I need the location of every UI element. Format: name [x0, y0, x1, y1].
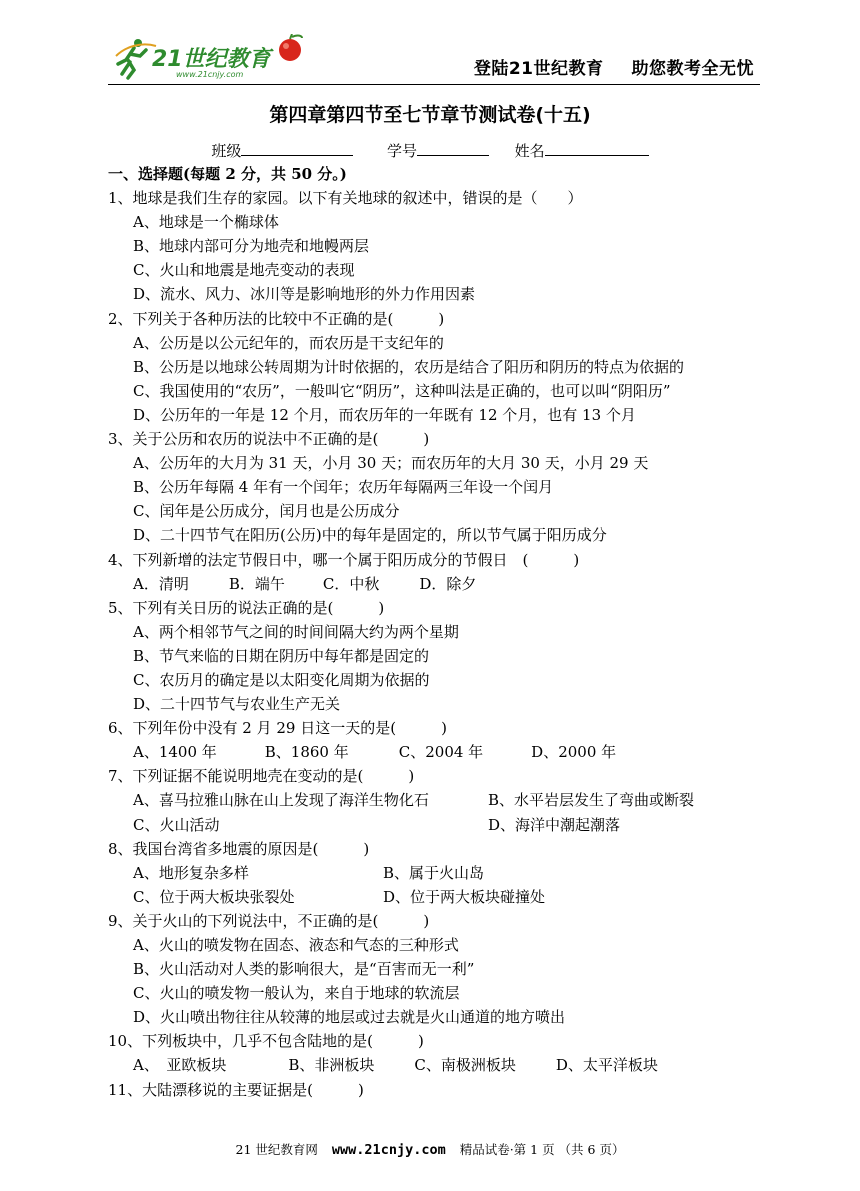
page-footer [0, 1140, 860, 1158]
option-row [108, 885, 768, 909]
option: C、火山活动 [133, 815, 220, 834]
option: D、位于两大板块碰撞处 [383, 887, 546, 906]
option: B、非洲板块 [288, 1056, 375, 1075]
option: A、1400 年 [133, 743, 217, 762]
option: D、海洋中潮起潮落 [488, 815, 621, 834]
option: C、2004 年 [398, 743, 484, 762]
slogan-left: 登陆21世纪教育 [473, 59, 604, 79]
option: B、水平岩层发生了弯曲或断裂 [488, 791, 695, 810]
header-slogan [474, 54, 754, 79]
option: C、农历月的确定是以太阳变化周期为依据的 [133, 670, 430, 689]
option-row [108, 813, 768, 837]
question-stem: 10、下列板块中，几乎不包含陆地的是( ) [108, 1032, 424, 1051]
option-row [108, 788, 768, 812]
number-label: 学号 [386, 142, 417, 160]
footer-left: 21 世纪教育网 [235, 1142, 318, 1157]
question-stem: 11、大陆漂移说的主要证据是( ) [108, 1080, 364, 1099]
option: A．清明 [133, 574, 189, 593]
logo-url: www.21cnjy.com [176, 70, 244, 79]
question-stem: 9、关于火山的下列说法中，不正确的是( ) [108, 911, 430, 930]
option: C、火山的喷发物一般认为，来自于地球的软流层 [133, 984, 460, 1003]
option: D、2000 年 [531, 743, 617, 762]
option: B、公历年每隔 4 年有一个闰年；农历年每隔两三年设一个闰月 [133, 478, 554, 497]
logo-text: 21世纪教育 [152, 47, 271, 72]
option-row [108, 572, 768, 596]
option: C．中秋 [322, 574, 380, 593]
option: B、火山活动对人类的影响很大，是“百害而无一利” [133, 960, 475, 979]
option: D、二十四节气在阳历(公历)中的每年是固定的，所以节气属于阳历成分 [133, 526, 607, 545]
question-stem: 4、下列新增的法定节假日中，哪一个属于阳历成分的节假日 ( ) [108, 550, 580, 569]
logo [112, 34, 312, 80]
option: D、太平洋板块 [555, 1056, 658, 1075]
section-title: 一、选择题(每题 2 分，共 50 分。) [108, 165, 347, 183]
student-info [0, 140, 860, 161]
option: B．端午 [228, 574, 285, 593]
question-stem: 7、下列证据不能说明地壳在变动的是( ) [108, 767, 415, 786]
option-row [108, 740, 768, 764]
option: A、 亚欧板块 [133, 1056, 227, 1075]
class-label: 班级 [211, 142, 242, 160]
option-row [108, 1053, 768, 1077]
option: C、火山和地震是地壳变动的表现 [133, 261, 355, 280]
option-row [108, 861, 768, 885]
option: B、公历是以地球公转周期为计时依据的，农历是结合了阳历和阴历的特点为依据的 [133, 357, 685, 376]
option: C、我国使用的“农历”，一般叫它“阴历”，这种叫法是正确的，也可以叫“阴阳历” [133, 381, 671, 400]
question-stem: 2、下列关于各种历法的比较中不正确的是( ) [108, 309, 445, 328]
option: D、二十四节气与农业生产无关 [133, 695, 341, 714]
option: C、位于两大板块张裂处 [133, 887, 295, 906]
question-stem: 3、关于公历和农历的说法中不正确的是( ) [108, 430, 430, 449]
footer-right: 精品试卷·第 1 页 （共 6 页） [459, 1142, 625, 1157]
number-blank [417, 141, 489, 156]
option: A、公历是以公元纪年的，而农历是干支纪年的 [133, 333, 444, 352]
option: A、地球是一个椭球体 [133, 213, 279, 232]
option: D．除夕 [419, 574, 477, 593]
option: C、闰年是公历成分，闰月也是公历成分 [133, 502, 400, 521]
name-blank [545, 141, 649, 156]
option: D、火山喷出物往往从较薄的地层或过去就是火山通道的地方喷出 [133, 1008, 566, 1027]
option: C、南极洲板块 [414, 1056, 516, 1075]
question-stem: 8、我国台湾省多地震的原因是( ) [108, 839, 370, 858]
option: A、两个相邻节气之间的时间间隔大约为两个星期 [133, 622, 459, 641]
page-title: 第四章第四节至七节章节测试卷(十五) [269, 104, 591, 126]
option: B、节气来临的日期在阴历中每年都是固定的 [133, 646, 430, 665]
option: D、流水、风力、冰川等是影响地形的外力作用因素 [133, 285, 476, 304]
option: A、火山的喷发物在固态、液态和气态的三种形式 [133, 936, 459, 954]
option: A、公历年的大月为 31 天，小月 30 天；而农历年的大月 30 天，小月 29 天 [133, 454, 649, 473]
option: A、地形复杂多样 [133, 863, 249, 882]
class-blank [241, 141, 353, 156]
page-header [108, 34, 760, 85]
option: D、公历年的一年是 12 个月，而农历年的一年既有 12 个月，也有 13 个月 [133, 405, 636, 424]
question-list [108, 162, 768, 1102]
option: A、喜马拉雅山脉在山上发现了海洋生物化石 [133, 791, 429, 810]
question-stem: 1、地球是我们生存的家园。以下有关地球的叙述中，错误的是（ ） [108, 189, 583, 208]
question-stem: 6、下列年份中没有 2 月 29 日这一天的是( ) [108, 719, 447, 738]
name-label: 姓名 [514, 142, 545, 160]
question-stem: 5、下列有关日历的说法正确的是( ) [108, 598, 385, 617]
option: B、1860 年 [264, 743, 349, 762]
slogan-right: 助您教考全无忧 [631, 59, 754, 79]
option: B、属于火山岛 [383, 863, 485, 882]
option: B、地球内部可分为地壳和地幔两层 [133, 237, 370, 256]
footer-site: www.21cnjy.com [331, 1142, 446, 1158]
